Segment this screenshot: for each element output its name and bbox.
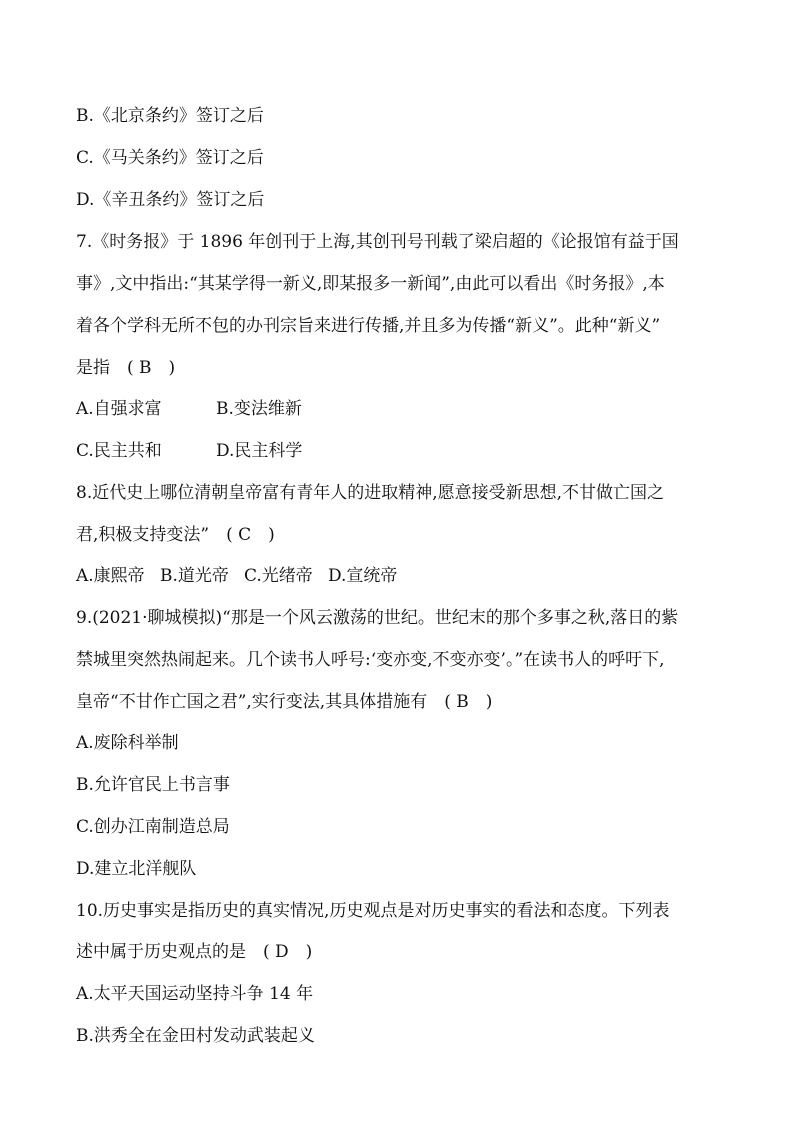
- question-9-line-2: 禁城里突然热闹起来。几个读书人呼号:‘变亦变,不变亦变’。”在读书人的呼吁下,: [76, 650, 665, 670]
- option-b-q10: B.洪秀全在金田村发动武装起义: [76, 1026, 315, 1046]
- option-a-q9: A.废除科举制: [76, 733, 179, 753]
- option-b-q7: B.变法维新: [216, 399, 302, 419]
- option-c-q8: C.光绪帝: [244, 566, 313, 586]
- option-c-q6: C.《马关条约》签订之后: [76, 148, 264, 168]
- question-7-line-4: 是指 ( B ): [76, 358, 176, 378]
- question-10-line-2: 述中属于历史观点的是 ( D ): [76, 942, 313, 962]
- option-b-q8: B.道光帝: [160, 566, 229, 586]
- question-8-line-1: 8.近代史上哪位清朝皇帝富有青年人的进取精神,愿意接受新思想,不甘做亡国之: [76, 483, 665, 503]
- option-b-q9: B.允许官民上书言事: [76, 775, 230, 795]
- option-a-q10: A.太平天国运动坚持斗争 14 年: [76, 984, 314, 1004]
- question-9-line-1: 9.(2021·聊城模拟)“那是一个风云激荡的世纪。世纪末的那个多事之秋,落日的紫: [76, 608, 679, 628]
- question-7-options-row-1: [76, 396, 726, 422]
- question-9-line-3: 皇帝“不甘作亡国之君”,实行变法,其具体措施有 ( B ): [76, 692, 493, 712]
- question-7-line-2: 事》,文中指出:“其某学得一新义,即某报多一新闻”,由此可以看出《时务报》,本: [76, 274, 665, 294]
- question-8-line-2: 君,积极支持变法” ( C ): [76, 525, 275, 545]
- option-c-q9: C.创办江南制造总局: [76, 817, 230, 837]
- question-8-options: [76, 563, 726, 589]
- question-7-options-row-2: [76, 438, 726, 464]
- question-10-line-1: 10.历史事实是指历史的真实情况,历史观点是对历史事实的看法和态度。下列表: [76, 901, 670, 921]
- option-a-q8: A.康熙帝: [76, 566, 145, 586]
- question-7-line-3: 着各个学科无所不包的办刊宗旨来进行传播,并且多为传播“新义”。此种“新义”: [76, 316, 661, 336]
- option-d-q9: D.建立北洋舰队: [76, 859, 197, 879]
- option-d-q8: D.宣统帝: [328, 566, 398, 586]
- option-b-q6: B.《北京条约》签订之后: [76, 106, 264, 126]
- option-a-q7: A.自强求富: [76, 399, 162, 419]
- option-d-q6: D.《辛丑条约》签订之后: [76, 190, 265, 210]
- question-7-line-1: 7.《时务报》于 1896 年创刊于上海,其创刊号刊载了梁启超的《论报馆有益于国: [76, 232, 679, 252]
- option-c-q7: C.民主共和: [76, 441, 162, 461]
- option-d-q7: D.民主科学: [216, 441, 303, 461]
